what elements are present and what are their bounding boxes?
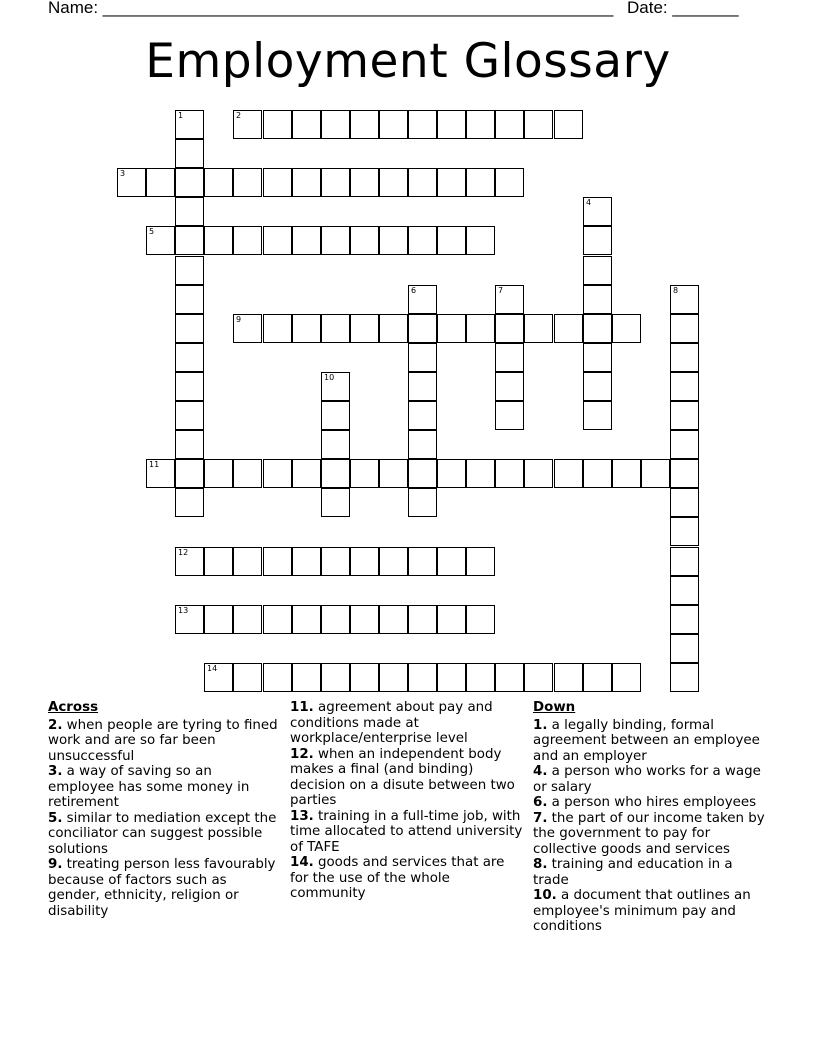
name-field-label: Name: ______________________________________________________ (48, 0, 614, 17)
crossword-cell[interactable] (408, 110, 437, 139)
crossword-cell[interactable] (379, 547, 408, 576)
crossword-cell[interactable] (408, 459, 437, 488)
clue-text: the part of our income taken by the government to pay for collective goods and services (533, 810, 765, 857)
crossword-cell[interactable] (495, 343, 524, 372)
crossword-cell[interactable] (321, 110, 350, 139)
crossword-cell[interactable] (204, 663, 233, 692)
crossword-cell[interactable] (321, 372, 350, 401)
crossword-cell[interactable] (524, 110, 553, 139)
crossword-cell[interactable] (583, 285, 612, 314)
clue-item (533, 718, 767, 765)
across-clue-list (48, 718, 280, 920)
crossword-cell[interactable] (233, 663, 262, 692)
crossword-cell[interactable] (146, 168, 175, 197)
crossword-cell[interactable] (350, 547, 379, 576)
crossword-cell[interactable] (495, 110, 524, 139)
clue-number: 14. (290, 855, 314, 870)
clue-number: 13. (290, 808, 314, 824)
clue-text: agreement about pay and conditions made at workplace/enterprise level (290, 700, 493, 746)
cell-number: 13 (178, 606, 189, 615)
clue-number: 5. (48, 810, 63, 826)
crossword-cell[interactable] (554, 110, 583, 139)
clue-text: when an independent body makes a final (and binding) decision on a disute between two parties (290, 746, 515, 808)
crossword-cell[interactable] (350, 314, 379, 343)
crossword-cell[interactable] (408, 372, 437, 401)
crossword-cell[interactable] (437, 314, 466, 343)
across-heading: Across (48, 700, 99, 715)
crossword-cell[interactable] (263, 226, 292, 255)
clue-number: 2. (48, 717, 63, 733)
clue-item (48, 718, 280, 765)
crossword-cell[interactable] (204, 459, 233, 488)
crossword-cell[interactable] (204, 605, 233, 634)
cell-number: 7 (498, 286, 504, 295)
clue-text: a person who hires employees (547, 795, 757, 810)
crossword-cell[interactable] (263, 459, 292, 488)
crossword-cell[interactable] (466, 547, 495, 576)
crossword-cell[interactable] (321, 663, 350, 692)
crossword-cell[interactable] (495, 372, 524, 401)
crossword-cell[interactable] (466, 605, 495, 634)
crossword-cell[interactable] (466, 663, 495, 692)
crossword-cell[interactable] (233, 226, 262, 255)
crossword-cell[interactable] (263, 110, 292, 139)
clue-item (290, 747, 526, 809)
clue-text: a person who works for a wage or salary (533, 764, 761, 795)
crossword-cell[interactable] (670, 314, 699, 343)
crossword-cell[interactable] (466, 110, 495, 139)
crossword-cell[interactable] (175, 459, 204, 488)
crossword-cell[interactable] (117, 168, 146, 197)
crossword-cell[interactable] (146, 459, 175, 488)
crossword-cell[interactable] (408, 314, 437, 343)
clue-number: 9. (48, 857, 63, 872)
clue-text: a legally binding, formal agreement between an employee and an employer (533, 717, 760, 764)
crossword-cell[interactable] (495, 314, 524, 343)
clue-text: a way of saving so an employee has some money in retirement (48, 764, 250, 810)
crossword-cell[interactable] (292, 226, 321, 255)
crossword-cell[interactable] (350, 605, 379, 634)
crossword-cell[interactable] (408, 605, 437, 634)
crossword-cell[interactable] (146, 226, 175, 255)
clue-number: 7. (533, 810, 548, 826)
crossword-cell[interactable] (408, 430, 437, 459)
crossword-cell[interactable] (379, 226, 408, 255)
clue-text: treating person less favourably because of factors such as gender, ethnicity, religion or disability (48, 857, 276, 919)
clue-text: similar to mediation except the conciliator can suggest possible solutions (48, 810, 277, 857)
clue-number: 4. (533, 764, 548, 779)
crossword-cell[interactable] (321, 488, 350, 517)
crossword-cell[interactable] (437, 605, 466, 634)
clue-text: when people are tyring to fined work and are so far been unsuccessful (48, 717, 278, 764)
crossword-cell[interactable] (670, 459, 699, 488)
crossword-cell[interactable] (437, 547, 466, 576)
cell-number: 1 (178, 111, 184, 120)
crossword-cell[interactable] (466, 168, 495, 197)
crossword-cell[interactable] (670, 547, 699, 576)
crossword-cell[interactable] (437, 168, 466, 197)
cell-number: 8 (673, 286, 679, 295)
across-clues-column-2 (290, 700, 526, 902)
clue-text: goods and services that are for the use of the whole community (290, 855, 505, 901)
crossword-cell[interactable] (670, 343, 699, 372)
crossword-cell[interactable] (495, 663, 524, 692)
crossword-cell[interactable] (612, 459, 641, 488)
clue-number: 12. (290, 746, 314, 762)
crossword-cell[interactable] (408, 226, 437, 255)
crossword-cell[interactable] (204, 547, 233, 576)
crossword-cell[interactable] (554, 314, 583, 343)
crossword-cell[interactable] (408, 547, 437, 576)
crossword-cell[interactable] (175, 605, 204, 634)
crossword-cell[interactable] (437, 663, 466, 692)
crossword-cell[interactable] (379, 459, 408, 488)
crossword-cell[interactable] (612, 314, 641, 343)
crossword-cell[interactable] (321, 226, 350, 255)
crossword-cell[interactable] (495, 459, 524, 488)
crossword-cell[interactable] (408, 663, 437, 692)
cell-number: 2 (236, 111, 242, 120)
crossword-cell[interactable] (175, 547, 204, 576)
crossword-cell[interactable] (379, 605, 408, 634)
crossword-cell[interactable] (437, 459, 466, 488)
clue-item (48, 811, 280, 858)
clue-item (533, 764, 767, 795)
crossword-cell[interactable] (233, 459, 262, 488)
crossword-cell[interactable] (350, 226, 379, 255)
crossword-cell[interactable] (350, 110, 379, 139)
crossword-cell[interactable] (263, 663, 292, 692)
crossword-cell[interactable] (670, 488, 699, 517)
cell-number: 12 (178, 548, 189, 557)
crossword-cell[interactable] (321, 459, 350, 488)
down-clues-column (533, 700, 767, 935)
crossword-cell[interactable] (583, 663, 612, 692)
crossword-cell[interactable] (583, 226, 612, 255)
crossword-cell[interactable] (379, 110, 408, 139)
clue-item (533, 795, 767, 811)
crossword-cell[interactable] (263, 314, 292, 343)
crossword-cell[interactable] (175, 110, 204, 139)
crossword-cell[interactable] (175, 401, 204, 430)
crossword-cell[interactable] (670, 372, 699, 401)
crossword-cell[interactable] (670, 430, 699, 459)
crossword-cell[interactable] (233, 547, 262, 576)
crossword-cell[interactable] (670, 576, 699, 605)
date-field-label: Date: _______ (627, 0, 739, 17)
crossword-cell[interactable] (466, 226, 495, 255)
crossword-cell[interactable] (175, 372, 204, 401)
crossword-cell[interactable] (466, 314, 495, 343)
crossword-cell[interactable] (670, 634, 699, 663)
cell-number: 5 (149, 227, 155, 236)
crossword-cell[interactable] (263, 168, 292, 197)
crossword-cell[interactable] (379, 168, 408, 197)
crossword-cell[interactable] (233, 168, 262, 197)
crossword-cell[interactable] (495, 401, 524, 430)
crossword-cell[interactable] (175, 226, 204, 255)
page-title: Employment Glossary (145, 34, 671, 89)
crossword-cell[interactable] (175, 488, 204, 517)
crossword-cell[interactable] (583, 314, 612, 343)
crossword-cell[interactable] (466, 459, 495, 488)
crossword-cell[interactable] (263, 547, 292, 576)
clue-text: training in a full-time job, with time allocated to attend university of TAFE (290, 808, 523, 855)
clue-number: 3. (48, 764, 63, 779)
crossword-cell[interactable] (175, 285, 204, 314)
clue-text: a document that outlines an employee's minimum pay and conditions (533, 888, 751, 934)
crossword-cell[interactable] (670, 663, 699, 692)
crossword-cell[interactable] (670, 285, 699, 314)
cell-number: 4 (586, 198, 592, 207)
crossword-cell[interactable] (670, 517, 699, 546)
down-heading: Down (533, 700, 576, 715)
crossword-cell[interactable] (583, 401, 612, 430)
crossword-cell[interactable] (321, 605, 350, 634)
crossword-cell[interactable] (233, 110, 262, 139)
crossword-cell[interactable] (379, 314, 408, 343)
crossword-cell[interactable] (321, 314, 350, 343)
clue-number: 6. (533, 795, 548, 810)
crossword-cell[interactable] (583, 256, 612, 285)
crossword-cell[interactable] (175, 139, 204, 168)
crossword-cell[interactable] (321, 168, 350, 197)
cell-number: 14 (207, 664, 218, 673)
crossword-cell[interactable] (292, 314, 321, 343)
crossword-cell[interactable] (612, 663, 641, 692)
crossword-cell[interactable] (583, 343, 612, 372)
crossword-cell[interactable] (408, 343, 437, 372)
crossword-cell[interactable] (233, 605, 262, 634)
clue-number: 11. (290, 700, 314, 715)
crossword-cell[interactable] (495, 168, 524, 197)
crossword-cell[interactable] (175, 314, 204, 343)
crossword-cell[interactable] (175, 168, 204, 197)
crossword-cell[interactable] (583, 197, 612, 226)
crossword-cell[interactable] (350, 663, 379, 692)
crossword-cell[interactable] (437, 110, 466, 139)
clue-number: 1. (533, 717, 548, 733)
across-clue-list-2 (290, 700, 526, 902)
clue-item (533, 811, 767, 858)
clue-item (48, 764, 280, 811)
crossword-cell[interactable] (292, 547, 321, 576)
crossword-cell[interactable] (204, 226, 233, 255)
crossword-cell[interactable] (583, 459, 612, 488)
cell-number: 11 (149, 460, 160, 469)
clue-number: 10. (533, 888, 557, 903)
clue-item (533, 857, 767, 888)
crossword-cell[interactable] (670, 605, 699, 634)
crossword-cell[interactable] (292, 110, 321, 139)
crossword-cell[interactable] (641, 459, 670, 488)
crossword-cell[interactable] (204, 168, 233, 197)
crossword-cell[interactable] (175, 430, 204, 459)
crossword-cell[interactable] (263, 605, 292, 634)
cell-number: 10 (324, 373, 335, 382)
crossword-cell[interactable] (408, 488, 437, 517)
cell-number: 3 (120, 169, 126, 178)
crossword-cell[interactable] (175, 256, 204, 285)
cell-number: 9 (236, 315, 242, 324)
crossword-cell[interactable] (437, 226, 466, 255)
crossword-cell[interactable] (495, 285, 524, 314)
clue-item (290, 855, 526, 902)
across-clues-column (48, 700, 280, 919)
crossword-cell[interactable] (321, 401, 350, 430)
clue-item (290, 700, 526, 747)
crossword-cell[interactable] (292, 459, 321, 488)
crossword-cell[interactable] (292, 168, 321, 197)
clue-text: training and education in a trade (533, 857, 733, 888)
crossword-cell[interactable] (321, 430, 350, 459)
crossword-cell[interactable] (408, 401, 437, 430)
crossword-cell[interactable] (292, 663, 321, 692)
crossword-cell[interactable] (670, 401, 699, 430)
crossword-cell[interactable] (524, 314, 553, 343)
crossword-cell[interactable] (554, 459, 583, 488)
crossword-cell[interactable] (408, 168, 437, 197)
clue-item (290, 809, 526, 856)
crossword-cell[interactable] (379, 663, 408, 692)
clue-item (533, 888, 767, 935)
crossword-cell[interactable] (524, 663, 553, 692)
crossword-cell[interactable] (321, 547, 350, 576)
crossword-cell[interactable] (408, 285, 437, 314)
crossword-cell[interactable] (583, 372, 612, 401)
crossword-cell[interactable] (554, 663, 583, 692)
crossword-cell[interactable] (292, 605, 321, 634)
crossword-cell[interactable] (524, 459, 553, 488)
crossword-cell[interactable] (350, 168, 379, 197)
clue-item (48, 857, 280, 919)
down-clue-list (533, 718, 767, 935)
crossword-cell[interactable] (175, 343, 204, 372)
crossword-cell[interactable] (175, 197, 204, 226)
crossword-cell[interactable] (350, 459, 379, 488)
clue-number: 8. (533, 857, 548, 872)
crossword-cell[interactable] (233, 314, 262, 343)
cell-number: 6 (411, 286, 417, 295)
